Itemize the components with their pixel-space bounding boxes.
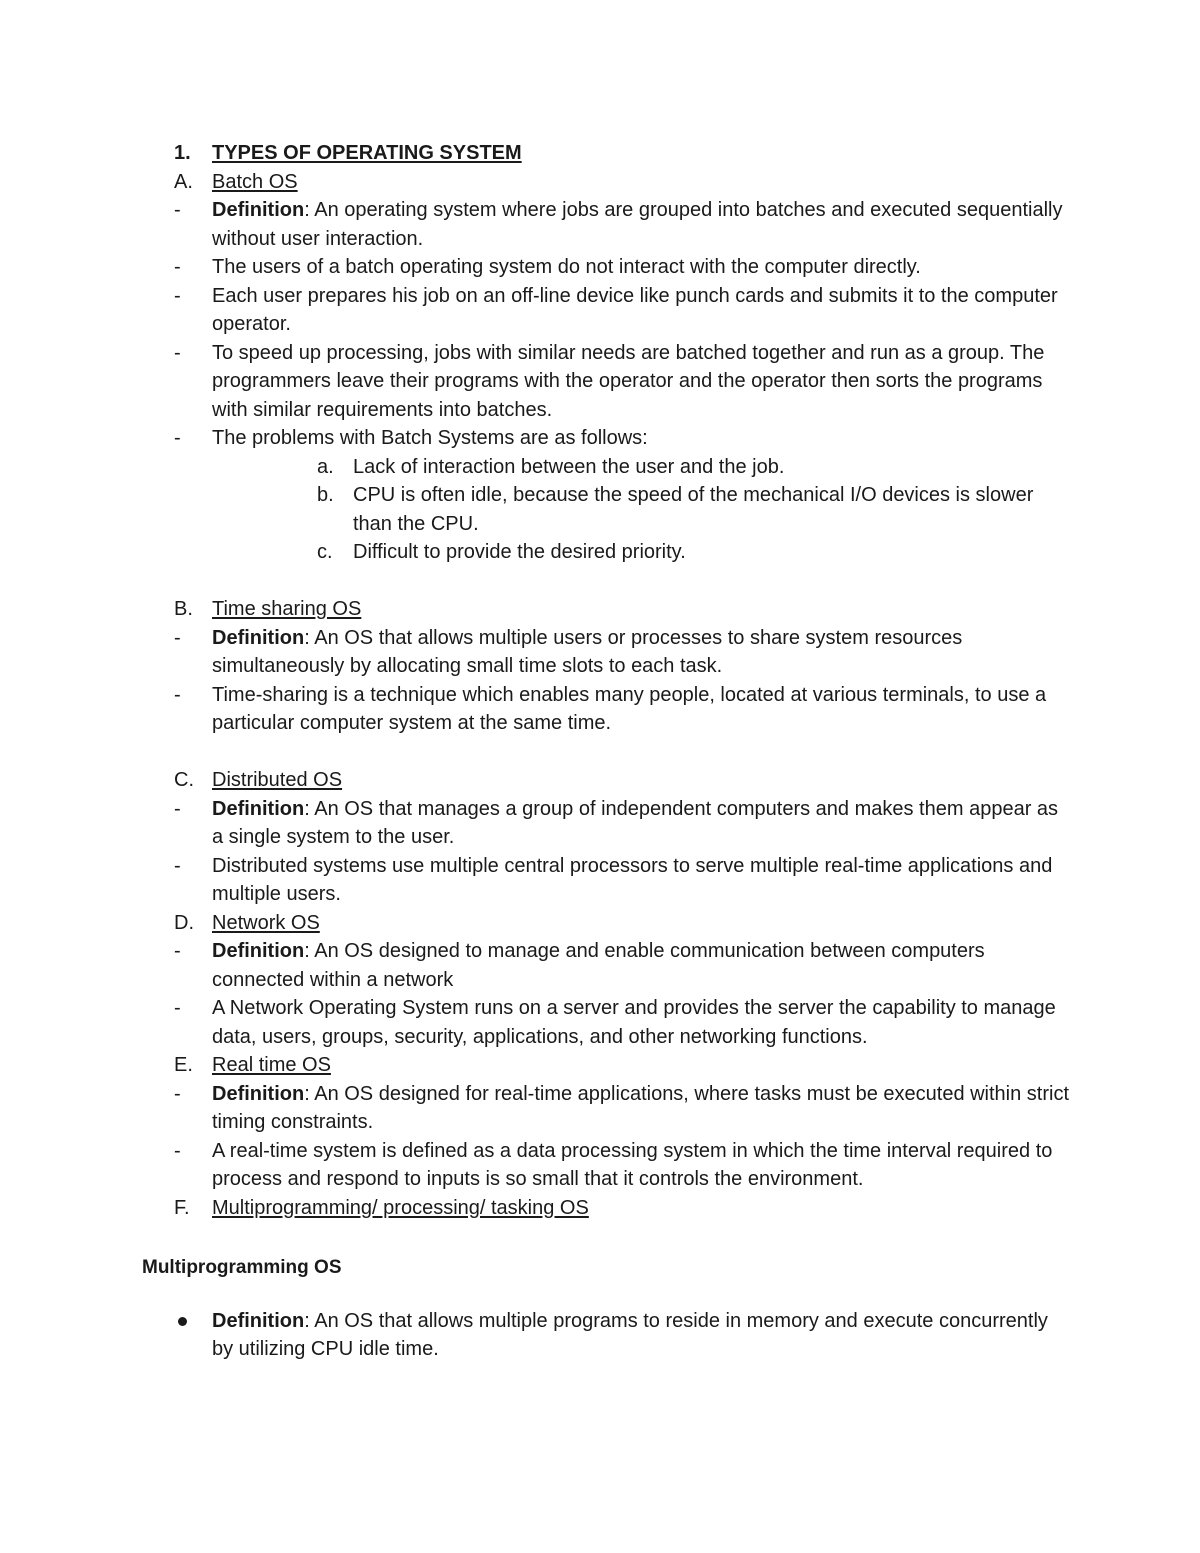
dash-marker: - [174,427,181,449]
dash-marker: - [174,854,181,877]
dash-marker: - [174,997,181,1019]
heading-letter: D. [174,911,194,934]
definition-label: Definition [212,199,305,221]
spacer [174,738,1074,767]
dash-marker: - [174,284,181,307]
definition-text: : An operating system where jobs are grouped into batches and executed sequentially without user interaction. [212,199,1063,250]
heading-text: Distributed OS [212,769,343,791]
spacer [174,567,1074,596]
heading-letter: F. [174,1196,190,1219]
list-item [174,852,1074,909]
definition-item [174,1080,1074,1137]
dash-marker: - [174,683,181,706]
heading-multiprogramming-os [174,1194,1074,1223]
heading-batch-os [174,168,1074,197]
dash-marker: - [174,1082,181,1105]
sub-list-item [174,453,1074,482]
dash-marker: - [174,797,181,820]
list-item [174,253,1074,282]
definition-item [174,196,1074,253]
heading-distributed-os [174,766,1074,795]
definition-label: Definition [212,797,305,820]
list-item-text: Time-sharing is a technique which enables many people, located at various terminals, to use a particular computer system at the same time. [212,683,1047,734]
list-item [174,1137,1074,1194]
dash-marker: - [174,341,181,364]
definition-item [174,624,1074,681]
sub-list-text: Lack of interaction between the user and the job. [353,455,785,478]
definition-label: Definition [212,940,305,962]
bullet-item [174,1307,1074,1364]
definition-text: : An OS designed for real-time applications, where tasks must be executed within strict timing constraints. [212,1082,1070,1133]
sub-list-item [174,538,1074,567]
definition-label: Definition [212,1082,305,1105]
list-item-text: To speed up processing, jobs with similar needs are batched together and run as a group. The programmers leave their programs with the operator and the operator then sorts the programs with similar requirements into batches. [212,341,1045,421]
list-item-text: Each user prepares his job on an off-line device like punch cards and submits it to the computer operator. [212,284,1058,335]
list-item-text: A real-time system is defined as a data processing system in which the time interval required to process and respond to inputs is so small that it controls the environment. [212,1139,1053,1190]
heading-real-time-os [174,1051,1074,1080]
dash-marker: - [174,199,181,221]
sub-list-item [174,481,1074,538]
list-item-text: The users of a batch operating system do not interact with the computer directly. [212,256,921,278]
sub-letter: a. [317,455,334,478]
sub-list-text: Difficult to provide the desired priority. [353,541,686,563]
list-item [174,339,1074,425]
bullet-icon [178,1317,187,1326]
heading-text: Time sharing OS [212,598,362,620]
heading-time-sharing-os [174,595,1074,624]
list-item [174,282,1074,339]
definition-item [174,795,1074,852]
sub-letter: c. [317,541,333,563]
spacer [174,1222,1074,1246]
heading-network-os [174,909,1074,938]
list-item [174,681,1074,738]
heading-text: Batch OS [212,170,298,193]
definition-label: Definition [212,1309,305,1332]
definition-item [174,937,1074,994]
dash-marker: - [174,626,181,649]
sub-letter: b. [317,484,334,506]
list-item-text: The problems with Batch Systems are as follows: [212,427,648,449]
list-item [174,424,1074,453]
heading-text: Network OS [212,911,320,934]
heading-text: Multiprogramming/ processing/ tasking OS [212,1196,589,1219]
definition-text: : An OS that manages a group of independent computers and makes them appear as a single system to the user. [212,797,1059,848]
heading-letter: B. [174,598,193,620]
title-number: 1. [174,142,191,164]
sub-list-text: CPU is often idle, because the speed of the mechanical I/O devices is slower than the CPU. [353,484,1034,535]
list-item-text: A Network Operating System runs on a server and provides the server the capability to manage data, users, groups, security, applications, and other networking functions. [212,997,1056,1048]
list-item [174,994,1074,1051]
list-item-text: Distributed systems use multiple central processors to serve multiple real-time applications and multiple users. [212,854,1053,905]
heading-letter: E. [174,1054,193,1076]
subsection-heading: Multiprogramming OS [142,1257,342,1278]
definition-label: Definition [212,626,305,649]
spacer [174,1283,1074,1307]
dash-marker: - [174,940,181,962]
heading-letter: C. [174,769,194,791]
definition-text: : An OS that allows multiple users or processes to share system resources simultaneously by allocating small time slots to each task. [212,626,963,677]
heading-letter: A. [174,170,193,193]
document-content [142,139,1074,1364]
dash-marker: - [174,1139,181,1162]
definition-text: : An OS designed to manage and enable communication between computers connected within a network [212,940,985,991]
section-title [174,139,1074,168]
title-text: TYPES OF OPERATING SYSTEM [212,142,522,164]
heading-text: Real time OS [212,1054,331,1076]
definition-text: : An OS that allows multiple programs to reside in memory and execute concurrently by utilizing CPU idle time. [212,1309,1048,1360]
dash-marker: - [174,256,181,278]
